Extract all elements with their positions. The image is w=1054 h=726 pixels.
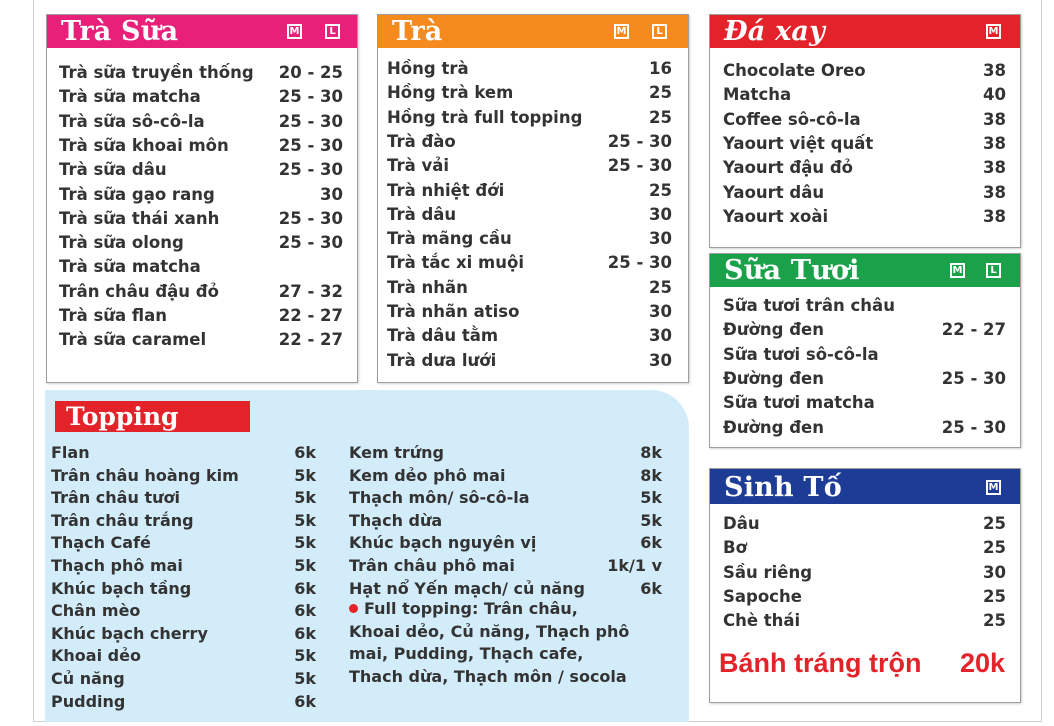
item-price: 25 xyxy=(983,514,1006,533)
menu-item xyxy=(378,132,688,156)
item-price: 25 xyxy=(983,586,1006,606)
topping-item-price: 6k xyxy=(294,691,316,711)
topping-item-price: 6k xyxy=(640,578,662,598)
topping-item-price: 5k xyxy=(640,510,662,530)
item-name: Đường đen xyxy=(723,417,824,437)
menu-item xyxy=(710,345,1020,369)
item-price: 30 xyxy=(983,562,1006,582)
tra-panel xyxy=(377,14,689,383)
tra-title: Trà xyxy=(392,16,443,47)
item-name: Sữa tươi trân châu xyxy=(723,296,895,315)
menu-item xyxy=(47,330,357,354)
item-name: Trân châu đậu đỏ xyxy=(59,281,219,301)
item-price: 25 xyxy=(983,611,1006,631)
item-price: 25 xyxy=(649,83,672,103)
item-price: 30 xyxy=(649,326,672,346)
item-name: Sữa tươi matcha xyxy=(723,393,875,413)
topping-item-name: Flan xyxy=(51,443,90,462)
item-name: Trà sữa matcha xyxy=(59,257,201,277)
item-name: Chocolate Oreo xyxy=(723,61,866,80)
item-name: Trà mãng cầu xyxy=(387,229,512,249)
topping-item-price: 6k xyxy=(294,601,316,621)
topping-header xyxy=(55,401,250,432)
item-name: Trà tắc xi muội xyxy=(387,253,524,273)
tra-sua-panel xyxy=(46,14,358,383)
item-name: Trà sữa thái xanh xyxy=(59,208,220,228)
topping-item-name: Khoai dẻo xyxy=(51,646,141,666)
menu-item xyxy=(710,587,1020,611)
full-topping-text: mai, Pudding, Thạch cafe, xyxy=(349,644,584,664)
menu-item xyxy=(47,209,357,233)
item-name: Trà nhãn atiso xyxy=(387,302,520,321)
topping-item-name: Trân châu trắng xyxy=(51,510,194,530)
menu-item xyxy=(710,393,1020,417)
size-m-icon: M xyxy=(950,263,965,278)
menu-item xyxy=(710,514,1020,538)
menu-item xyxy=(710,134,1020,158)
topping-item-name: Khúc bạch nguyên vị xyxy=(349,533,537,553)
item-name: Trà vải xyxy=(387,156,450,176)
item-name: Hồng trà xyxy=(387,59,469,78)
tra-sua-header xyxy=(47,15,357,48)
item-name: Sữa tươi sô-cô-la xyxy=(723,344,879,364)
menu-item xyxy=(710,296,1020,320)
sua-tuoi-title: Sữa Tươi xyxy=(724,255,860,286)
menu-item xyxy=(47,185,357,209)
menu-item xyxy=(710,369,1020,393)
topping-item-name: Trân châu hoàng kim xyxy=(51,465,239,485)
menu-item xyxy=(378,83,688,107)
item-price: 25 - 30 xyxy=(278,87,343,107)
menu-item xyxy=(47,136,357,160)
item-name: Hồng trà full topping xyxy=(387,107,583,127)
item-price: 25 - 30 xyxy=(607,156,672,176)
menu-item xyxy=(47,282,357,306)
item-name: Trà sữa truyền thống xyxy=(59,63,254,82)
topping-item-name: Thạch dừa xyxy=(349,510,443,530)
item-name: Trà sữa dâu xyxy=(59,160,167,180)
topping-item-price: 8k xyxy=(640,443,662,462)
item-price: 16 xyxy=(649,59,672,78)
menu-item xyxy=(378,278,688,302)
da-xay-header xyxy=(710,15,1020,48)
item-price: 25 - 30 xyxy=(607,253,672,273)
item-name: Matcha xyxy=(723,85,792,105)
menu-item xyxy=(378,108,688,132)
item-name: Yaourt việt quất xyxy=(723,133,874,153)
sinh-to-header xyxy=(710,469,1020,504)
topping-item-name: Chân mèo xyxy=(51,601,141,621)
topping-item-price: 5k xyxy=(294,669,316,688)
item-name: Đường đen xyxy=(723,320,824,340)
da-xay-title: Đá xay xyxy=(724,16,825,47)
item-name: Trà nhiệt đới xyxy=(387,180,505,200)
item-price: 38 xyxy=(983,206,1006,226)
item-price: 25 - 30 xyxy=(278,160,343,180)
full-topping-text: Khoai dẻo, Củ năng, Thạch phô xyxy=(349,621,630,641)
menu-item xyxy=(47,112,357,136)
item-price: 25 xyxy=(649,277,672,297)
topping-item-name: Thạch phô mai xyxy=(51,556,183,575)
topping-item-name: Kem trứng xyxy=(349,443,444,462)
topping-item-name: Kem dẻo phô mai xyxy=(349,465,506,485)
menu-item xyxy=(378,253,688,277)
item-name: Bơ xyxy=(723,538,747,558)
item-price: 25 xyxy=(983,538,1006,558)
item-name: Trà sữa flan xyxy=(59,306,168,325)
item-name: Dâu xyxy=(723,514,760,533)
menu-item xyxy=(378,156,688,180)
menu-item xyxy=(47,87,357,111)
sinh-to-title: Sinh Tố xyxy=(724,472,842,503)
topping-item-name: Thạch môn/ sô-cô-la xyxy=(349,488,530,508)
topping-item-price: 5k xyxy=(294,533,316,553)
topping-item-name: Pudding xyxy=(51,691,126,711)
item-price: 25 - 30 xyxy=(278,233,343,253)
menu-item xyxy=(47,257,357,281)
item-price: 30 xyxy=(649,229,672,249)
topping-item-name: Thạch Café xyxy=(51,533,151,553)
topping-item-price: 5k xyxy=(294,465,316,485)
topping-item-price: 5k xyxy=(294,510,316,530)
size-l-icon: L xyxy=(652,24,667,39)
menu-item xyxy=(710,110,1020,134)
full-topping-text: Full topping: Trân châu, xyxy=(364,599,578,618)
item-price: 25 - 30 xyxy=(607,131,672,151)
item-price: 30 xyxy=(649,204,672,224)
item-name: Trà dưa lưới xyxy=(387,350,497,370)
banh-trang-tron-label: Bánh tráng trộn xyxy=(719,648,922,678)
sua-tuoi-panel xyxy=(709,253,1021,448)
topping-panel xyxy=(45,390,689,722)
item-price: 38 xyxy=(983,61,1006,80)
item-price: 30 xyxy=(320,184,343,204)
item-price: 25 - 30 xyxy=(941,417,1006,437)
menu-item xyxy=(378,326,688,350)
item-price: 25 xyxy=(649,107,672,127)
item-price: 38 xyxy=(983,182,1006,202)
menu-item xyxy=(710,158,1020,182)
item-price: 27 - 32 xyxy=(278,281,343,301)
da-xay-panel xyxy=(709,14,1021,248)
item-name: Sầu riêng xyxy=(723,562,813,582)
topping-item-name: Trân châu phô mai xyxy=(349,556,515,575)
item-price: 25 - 30 xyxy=(278,135,343,155)
item-price: 22 - 27 xyxy=(278,330,343,350)
menu-item xyxy=(378,302,688,326)
item-price: 38 xyxy=(983,133,1006,153)
topping-item-price: 5k xyxy=(294,556,316,575)
item-name: Trà dâu xyxy=(387,204,457,224)
topping-item-name: Củ năng xyxy=(51,669,125,688)
size-m-icon: M xyxy=(986,24,1001,39)
item-name: Trà đào xyxy=(387,131,456,151)
tra-header xyxy=(378,15,688,48)
topping-title: Topping xyxy=(66,402,179,431)
item-price: 22 - 27 xyxy=(278,306,343,325)
menu-item xyxy=(47,233,357,257)
menu-item xyxy=(378,181,688,205)
menu-item xyxy=(710,61,1020,85)
item-name: Chè thái xyxy=(723,611,801,631)
item-price: 40 xyxy=(983,85,1006,105)
topping-item-price: 5k xyxy=(640,488,662,508)
menu-item xyxy=(378,229,688,253)
menu-item xyxy=(710,207,1020,231)
item-name: Trà sữa khoai môn xyxy=(59,135,229,155)
item-price: 25 - 30 xyxy=(278,208,343,228)
topping-item-name: Trân châu tươi xyxy=(51,488,180,508)
full-topping-line xyxy=(349,622,629,641)
item-price: 30 xyxy=(649,350,672,370)
item-name: Trà sữa caramel xyxy=(59,330,207,350)
full-topping-text: Thach dừa, Thạch môn / socola xyxy=(349,666,627,686)
menu-item xyxy=(710,563,1020,587)
full-topping-line xyxy=(349,667,627,686)
item-name: Trà nhãn xyxy=(387,277,468,297)
topping-item-price: 5k xyxy=(294,488,316,508)
full-topping-line xyxy=(349,644,583,663)
item-name: Đường đen xyxy=(723,368,824,388)
item-name: Yaourt đậu đỏ xyxy=(723,158,854,178)
menu-item xyxy=(378,351,688,375)
item-price: 25 xyxy=(649,180,672,200)
menu-item xyxy=(47,160,357,184)
banh-trang-tron-price: 20k xyxy=(960,648,1006,678)
topping-item-price: 6k xyxy=(294,578,316,598)
item-price: 38 xyxy=(983,109,1006,129)
tra-sua-title: Trà Sữa xyxy=(61,16,179,47)
item-price: 20 - 25 xyxy=(278,63,343,82)
item-name: Hồng trà kem xyxy=(387,83,514,103)
menu-item xyxy=(378,59,688,83)
menu-item xyxy=(710,611,1020,635)
topping-item-price: 1k/1 v xyxy=(607,556,662,575)
item-name: Trà dâu tằm xyxy=(387,326,499,346)
item-price: 38 xyxy=(983,158,1006,178)
item-price: 25 - 30 xyxy=(278,111,343,131)
menu-item xyxy=(378,205,688,229)
topping-item-name: Hạt nổ Yến mạch/ củ năng xyxy=(349,578,585,598)
item-name: Sapoche xyxy=(723,586,802,606)
menu-item xyxy=(710,85,1020,109)
bullet-dot-icon xyxy=(349,604,358,613)
topping-item-price: 5k xyxy=(294,646,316,666)
topping-item-price: 6k xyxy=(294,623,316,643)
topping-item-price: 6k xyxy=(294,443,316,462)
size-l-icon: L xyxy=(325,24,340,39)
item-name: Trà sữa gạo rang xyxy=(59,184,215,204)
size-m-icon: M xyxy=(986,480,1001,495)
size-m-icon: M xyxy=(287,24,302,39)
menu-item xyxy=(47,63,357,87)
menu-item xyxy=(710,538,1020,562)
topping-item-price: 8k xyxy=(640,465,662,485)
item-price: 25 - 30 xyxy=(941,368,1006,388)
item-price: 22 - 27 xyxy=(941,320,1006,340)
item-name: Yaourt dâu xyxy=(723,182,825,202)
topping-item-name: Khúc bạch cherry xyxy=(51,623,208,643)
topping-item-price: 6k xyxy=(640,533,662,553)
menu-item xyxy=(710,183,1020,207)
item-name: Trà sữa olong xyxy=(59,233,184,253)
sua-tuoi-header xyxy=(710,254,1020,287)
item-name: Coffee sô-cô-la xyxy=(723,109,861,129)
item-name: Trà sữa matcha xyxy=(59,87,201,107)
item-name: Yaourt xoài xyxy=(723,206,829,226)
size-l-icon: L xyxy=(986,263,1001,278)
size-m-icon: M xyxy=(614,24,629,39)
topping-item-name: Khúc bạch tầng xyxy=(51,578,192,598)
menu-item xyxy=(710,320,1020,344)
menu-item xyxy=(47,306,357,330)
item-name: Trà sữa sô-cô-la xyxy=(59,111,205,131)
item-price: 30 xyxy=(649,302,672,321)
full-topping-line xyxy=(349,599,578,618)
menu-item xyxy=(710,418,1020,442)
